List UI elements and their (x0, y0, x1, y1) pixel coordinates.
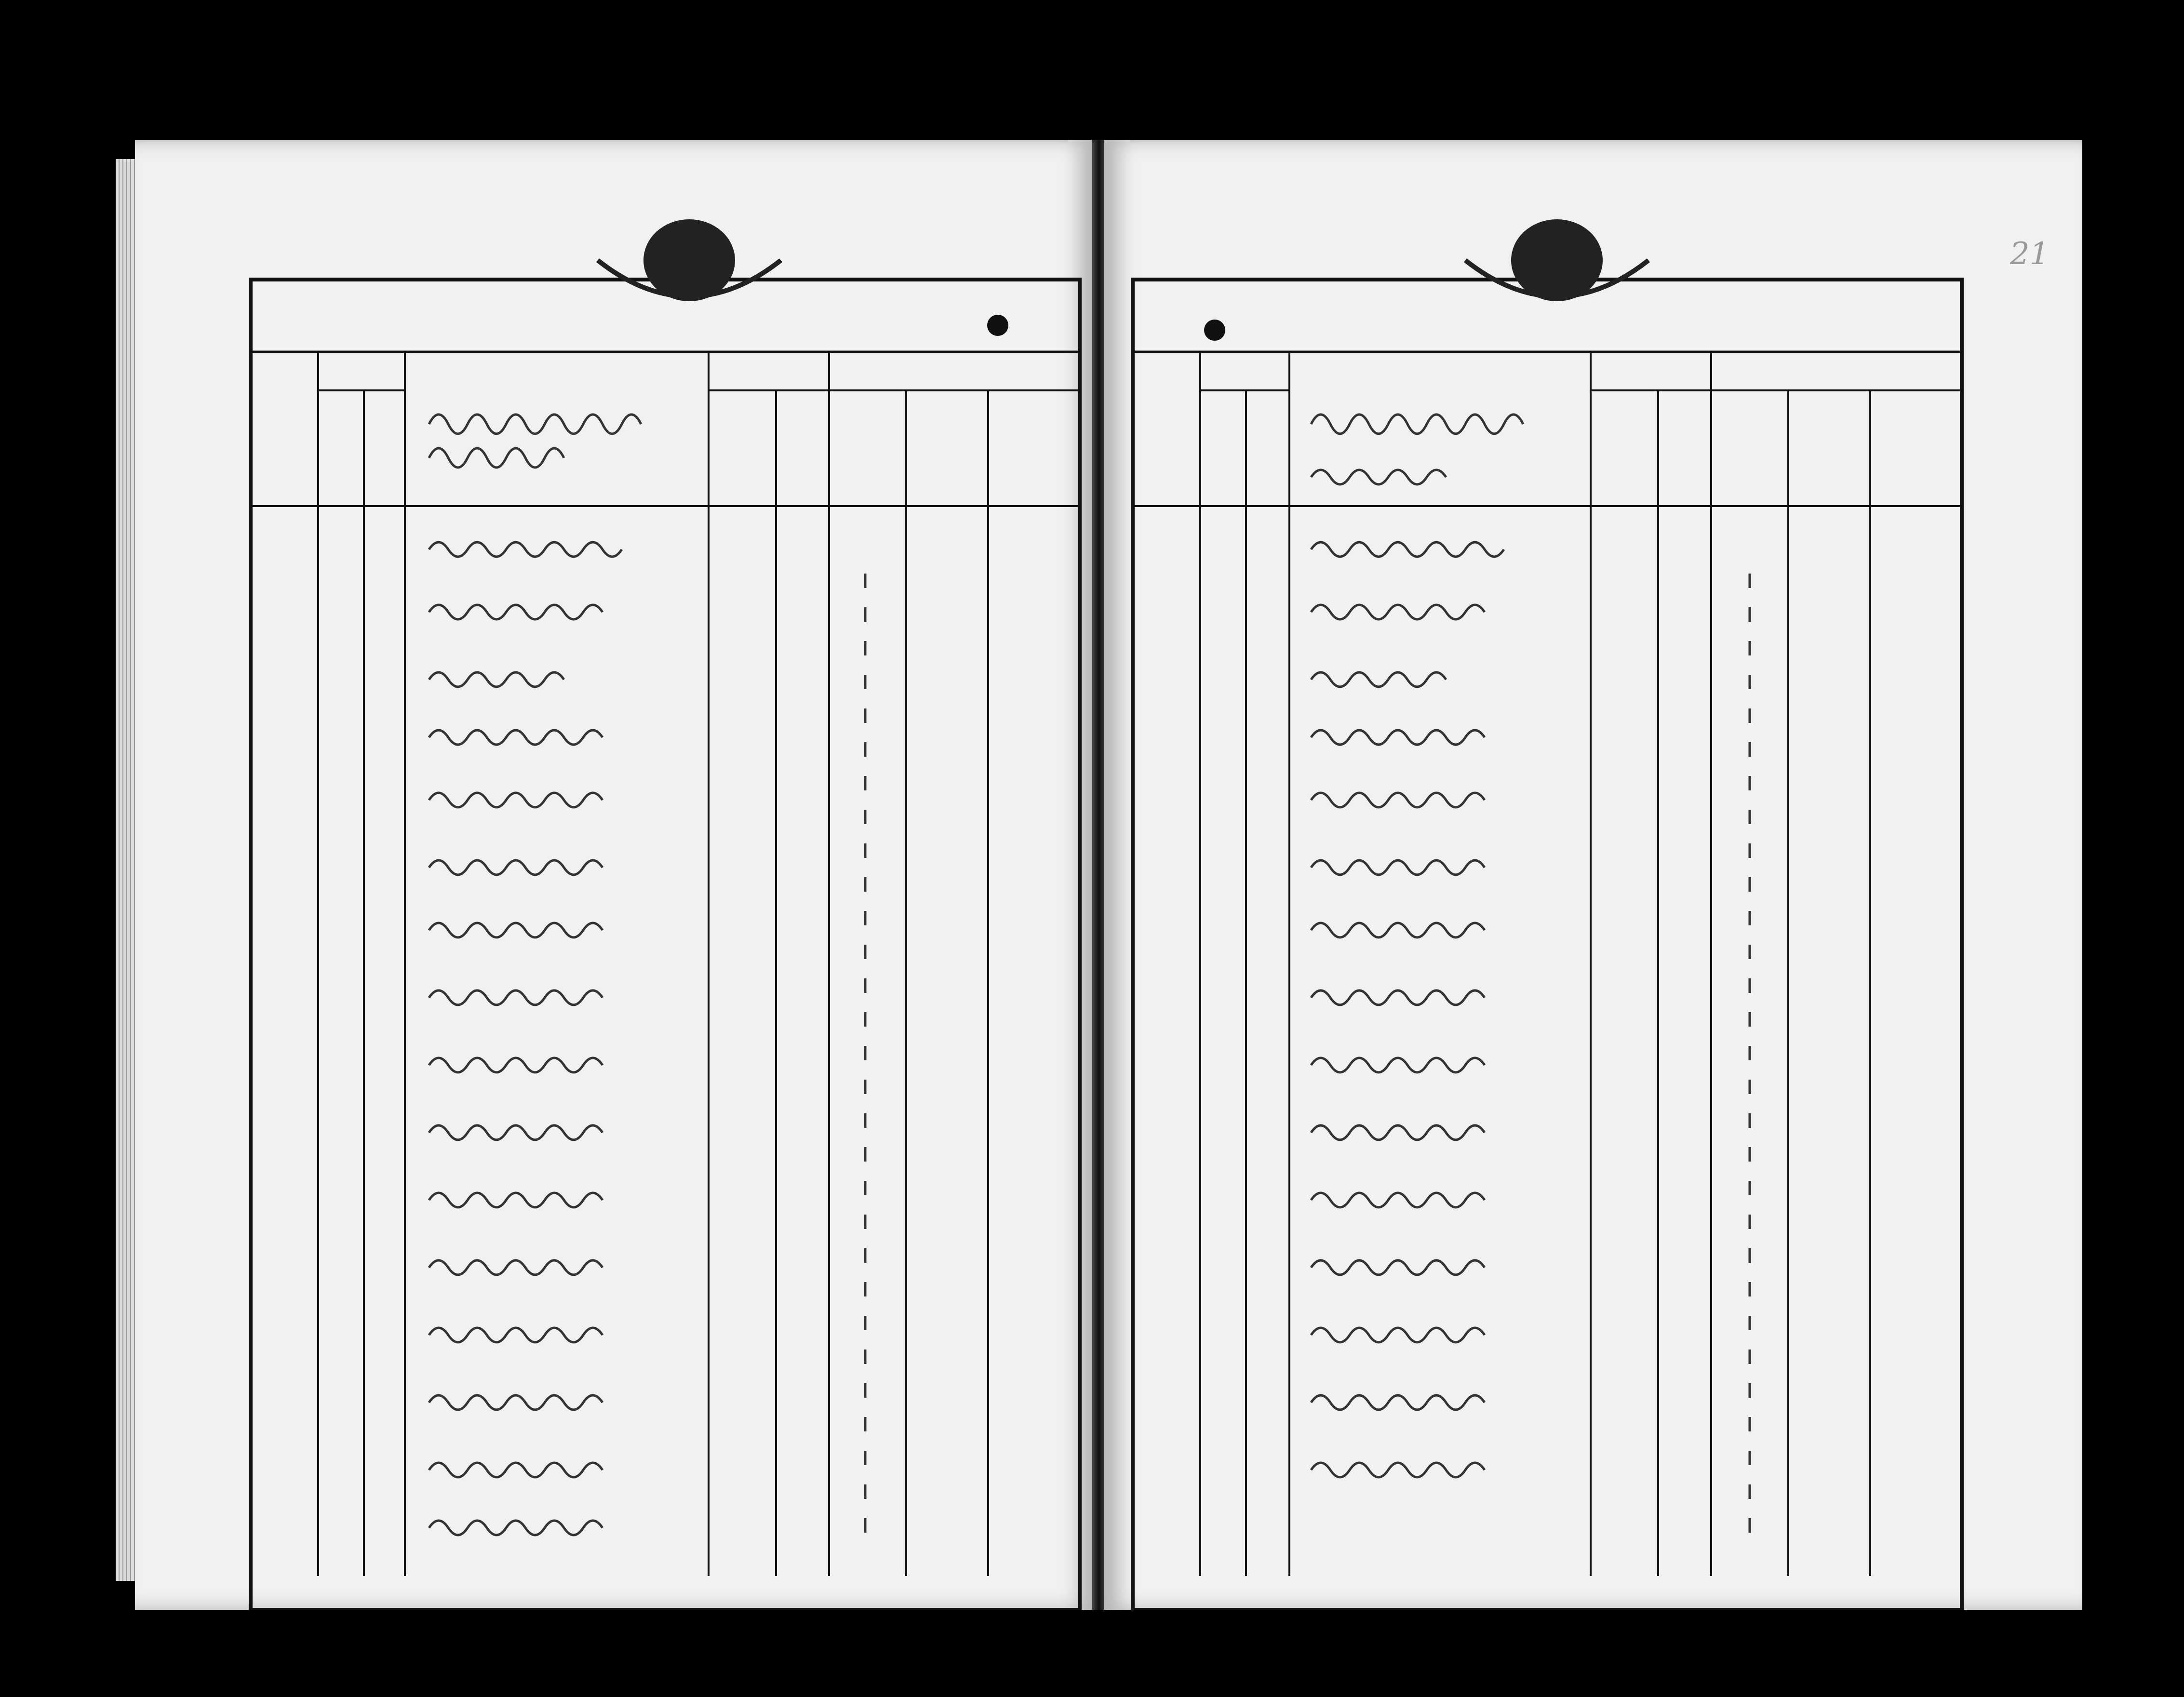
imperial-crest-icon (1465, 219, 1648, 301)
ledger-spread (135, 140, 2082, 1610)
right-page (1104, 140, 2082, 1610)
folio-number: 21 (2010, 236, 2050, 272)
right-page-ruling (1104, 140, 2082, 1610)
imperial-crest-icon (598, 219, 781, 301)
left-page-ruling (135, 140, 1094, 1610)
left-page (135, 140, 1094, 1610)
